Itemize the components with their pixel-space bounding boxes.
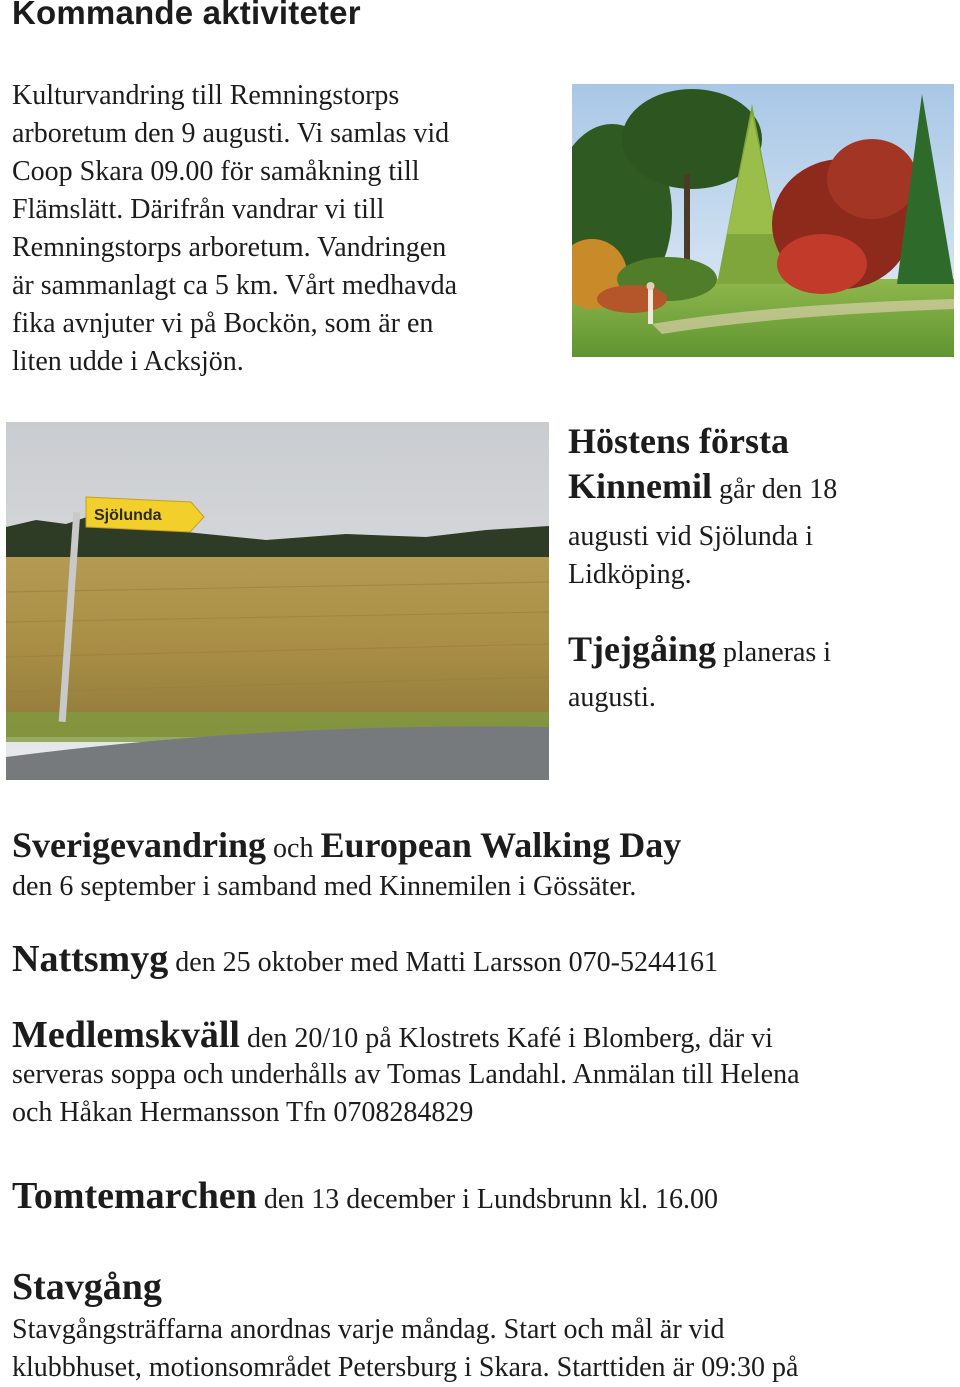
medlemskvall-head: Medlemskväll [12,1014,240,1056]
intro-line: Kulturvandring till Remningstorps [12,80,400,111]
arboretum-photo [572,84,954,357]
intro-line: Coop Skara 09.00 för samåkning till [12,156,420,187]
kinnemil-tail: går den 18 [712,474,838,505]
kinnemil-line-3: augusti vid Sjölunda i [568,521,813,552]
sverigevandring-line-2: den 6 september i samband med Kinnemilen i Gössäter. [12,871,637,902]
tjejgaing-block [568,627,958,717]
kinnemil-line-4: Lidköping. [568,559,692,590]
stavgang-line-1: Stavgångsträffarna anordnas varje måndag. Start och mål är vid [12,1314,725,1345]
tjejgaing-head: Tjejgåing [568,629,716,669]
nattsmyg-line [12,935,952,991]
tomtemarchen-head: Tomtemarchen [12,1175,257,1217]
page-title: Kommande aktiviteter [12,0,361,31]
intro-line: liten udde i Acksjön. [12,346,244,377]
stavgang-head: Stavgång [12,1266,162,1308]
intro-line: är sammanlagt ca 5 km. Vårt medhavda [12,270,457,301]
medlemskvall-tail: den 20/10 på Klostrets Kafé i Blomberg, där vi [239,1023,773,1054]
sverigevandring-och: och [266,833,321,864]
tjejgaing-line-2: augusti. [568,682,656,713]
stavgang-line-2: klubbhuset, motionsområdet Petersburg i Skara. Starttiden är 09:30 på [12,1352,799,1383]
medlemskvall-line-2: serveras soppa och underhålls av Tomas Landahl. Anmälan till Helena [12,1059,800,1090]
kinnemil-head-2: Kinnemil [568,466,713,506]
sign-text: Sjölunda [94,507,162,524]
intro-line: arboretum den 9 augusti. Vi samlas vid [12,118,450,149]
kinnemil-head-1: Höstens första [568,421,789,461]
nattsmyg-head: Nattsmyg [12,938,169,980]
sverigevandring-head: Sverigevandring [12,825,267,865]
intro-line: Remningstorps arboretum. Vandringen [12,232,447,263]
medlemskvall-line-3: och Håkan Hermansson Tfn 0708284829 [12,1097,474,1128]
intro-line: Flämslätt. Därifrån vandrar vi till [12,194,385,225]
tomtemarchen-tail: den 13 december i Lundsbrunn kl. 16.00 [256,1184,718,1215]
tjejgaing-tail: planeras i [716,637,832,668]
kulturvandring-paragraph [12,77,557,381]
european-walking-day-head: European Walking Day [320,825,682,865]
intro-line: fika avnjuter vi på Bockön, som är en [12,308,434,339]
tomtemarchen-line [12,1172,952,1228]
nattsmyg-tail: den 25 oktober med Matti Larsson 070-5244161 [168,947,719,978]
kinnemil-block [568,420,958,594]
field-sign-photo [6,422,549,780]
